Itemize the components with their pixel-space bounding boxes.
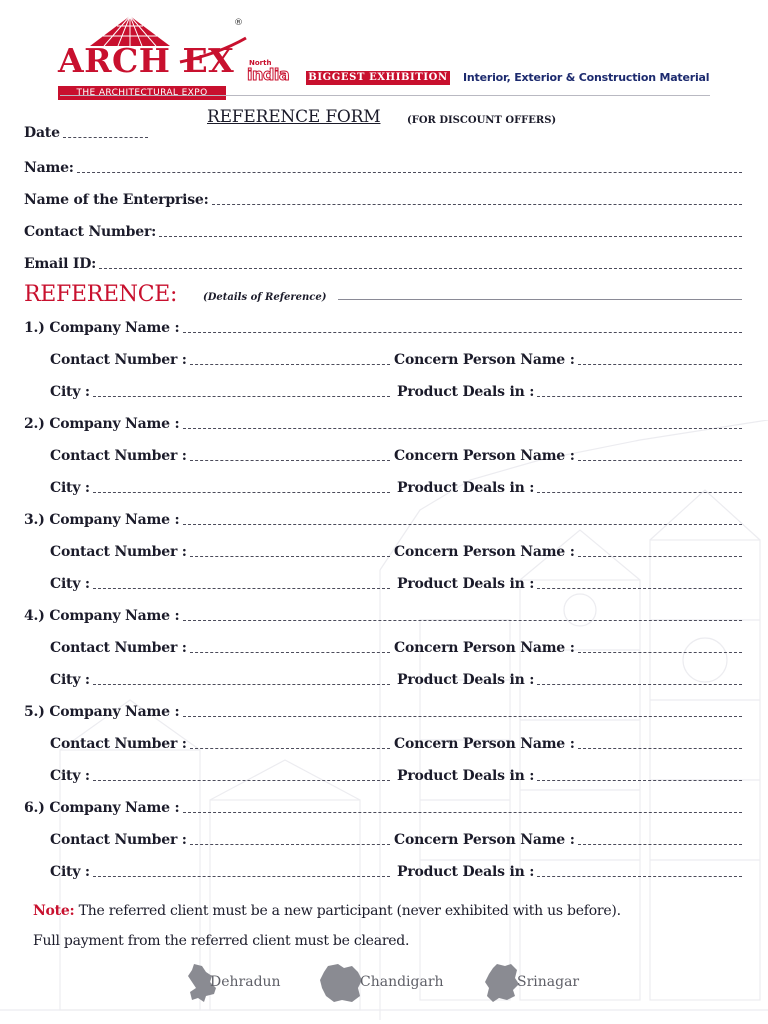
reference-1-product-input-line[interactable]	[537, 396, 742, 397]
reference-1-contact-label: Contact Number :	[50, 352, 187, 368]
reference-1-company-field[interactable]	[24, 315, 742, 337]
reference-3-city-field[interactable]	[50, 571, 390, 593]
reference-5-city-field[interactable]	[50, 763, 390, 785]
reference-3-contact-input-line[interactable]	[190, 556, 390, 557]
contact-label: Contact Number:	[24, 224, 157, 240]
reference-6-concern-input-line[interactable]	[578, 844, 742, 845]
reference-4-company-label: 4.) Company Name :	[24, 608, 180, 624]
reference-3-contact-label: Contact Number :	[50, 544, 187, 560]
form-subtitle: (FOR DISCOUNT OFFERS)	[407, 115, 557, 126]
reference-1-concern-input-line[interactable]	[578, 364, 742, 365]
reference-1-company-label: 1.) Company Name :	[24, 320, 180, 336]
reference-4-company-field[interactable]	[24, 603, 742, 625]
reference-5-product-input-line[interactable]	[537, 780, 742, 781]
date-field[interactable]	[24, 120, 148, 142]
reference-5-city-input-line[interactable]	[93, 780, 390, 781]
reference-5-contact-field[interactable]	[50, 731, 390, 753]
reference-6-company-field[interactable]	[24, 795, 742, 817]
biggest-exhibition-banner: BIGGEST EXHIBITION	[306, 71, 450, 85]
reference-2-concern-label: Concern Person Name :	[394, 448, 575, 464]
reference-1-product-label: Product Deals in :	[397, 384, 535, 400]
reference-4-city-input-line[interactable]	[93, 684, 390, 685]
reference-3-company-label: 3.) Company Name :	[24, 512, 180, 528]
reference-5-concern-input-line[interactable]	[578, 748, 742, 749]
reference-1-company-input-line[interactable]	[183, 332, 743, 333]
reference-1-city-input-line[interactable]	[93, 396, 390, 397]
contact-input-line[interactable]	[159, 236, 742, 237]
email-field[interactable]	[24, 251, 742, 273]
reference-heading: REFERENCE:	[24, 282, 178, 307]
reference-2-contact-label: Contact Number :	[50, 448, 187, 464]
reference-5-contact-label: Contact Number :	[50, 736, 187, 752]
reference-4-concern-field[interactable]	[394, 635, 742, 657]
city-dehradun	[186, 962, 296, 1004]
name-field[interactable]	[24, 155, 742, 177]
header-divider	[60, 95, 710, 96]
reference-2-company-input-line[interactable]	[183, 428, 743, 429]
reference-5-concern-label: Concern Person Name :	[394, 736, 575, 752]
form-title: REFERENCE FORM	[207, 107, 381, 127]
reference-6-city-label: City :	[50, 864, 90, 880]
punjab-map-icon	[318, 962, 364, 1004]
materials-tagline: Interior, Exterior & Construction Material	[463, 71, 710, 84]
reference-6-company-label: 6.) Company Name :	[24, 800, 180, 816]
reference-1-city-label: City :	[50, 384, 90, 400]
reference-subheading: (Details of Reference)	[203, 292, 327, 303]
india-label: india	[247, 65, 290, 84]
reference-5-company-input-line[interactable]	[183, 716, 743, 717]
name-input-line[interactable]	[77, 172, 742, 173]
logo-wordmark: ARCH EX	[58, 41, 235, 80]
reference-3-contact-field[interactable]	[50, 539, 390, 561]
reference-4-contact-input-line[interactable]	[190, 652, 390, 653]
contact-field[interactable]	[24, 219, 742, 241]
swoosh-icon	[178, 36, 248, 64]
name-label: Name:	[24, 160, 74, 176]
enterprise-input-line[interactable]	[212, 204, 742, 205]
date-input-line[interactable]	[63, 137, 148, 138]
reference-4-contact-field[interactable]	[50, 635, 390, 657]
reference-1-concern-field[interactable]	[394, 347, 742, 369]
reference-4-company-input-line[interactable]	[183, 620, 743, 621]
registered-mark: ®	[234, 18, 243, 28]
reference-1-contact-input-line[interactable]	[190, 364, 390, 365]
reference-4-product-field[interactable]	[397, 667, 742, 689]
reference-6-product-label: Product Deals in :	[397, 864, 535, 880]
reference-2-contact-field[interactable]	[50, 443, 390, 465]
reference-6-concern-label: Concern Person Name :	[394, 832, 575, 848]
city-name-chandigarh: Chandigarh	[360, 974, 444, 990]
north-label: North	[249, 59, 272, 67]
reference-1-contact-field[interactable]	[50, 347, 390, 369]
reference-6-product-input-line[interactable]	[537, 876, 742, 877]
reference-5-product-label: Product Deals in :	[397, 768, 535, 784]
reference-6-product-field[interactable]	[397, 859, 742, 881]
email-input-line[interactable]	[99, 268, 742, 269]
reference-2-product-field[interactable]	[397, 475, 742, 497]
kashmir-map-icon	[483, 962, 521, 1004]
reference-3-concern-input-line[interactable]	[578, 556, 742, 557]
reference-2-company-field[interactable]	[24, 411, 742, 433]
reference-2-concern-input-line[interactable]	[578, 460, 742, 461]
reference-1-concern-label: Concern Person Name :	[394, 352, 575, 368]
reference-4-concern-label: Concern Person Name :	[394, 640, 575, 656]
reference-3-city-input-line[interactable]	[93, 588, 390, 589]
reference-3-product-field[interactable]	[397, 571, 742, 593]
reference-6-concern-field[interactable]	[394, 827, 742, 849]
reference-6-city-field[interactable]	[50, 859, 390, 881]
note-text-1: The referred client must be a new participant (never exhibited with us before).	[74, 903, 621, 919]
reference-4-concern-input-line[interactable]	[578, 652, 742, 653]
reference-2-product-input-line[interactable]	[537, 492, 742, 493]
reference-4-product-label: Product Deals in :	[397, 672, 535, 688]
reference-5-city-label: City :	[50, 768, 90, 784]
reference-2-company-label: 2.) Company Name :	[24, 416, 180, 432]
north-india-logo	[245, 61, 307, 83]
logo-tagline: THE ARCHITECTURAL EXPO	[58, 86, 226, 100]
city-chandigarh	[318, 962, 458, 1004]
reference-5-company-field[interactable]	[24, 699, 742, 721]
reference-divider	[338, 299, 742, 300]
reference-3-product-label: Product Deals in :	[397, 576, 535, 592]
reference-2-city-input-line[interactable]	[93, 492, 390, 493]
reference-3-city-label: City :	[50, 576, 90, 592]
reference-5-contact-input-line[interactable]	[190, 748, 390, 749]
reference-2-concern-field[interactable]	[394, 443, 742, 465]
reference-3-company-field[interactable]	[24, 507, 742, 529]
archex-logo	[58, 16, 248, 98]
reference-4-product-input-line[interactable]	[537, 684, 742, 685]
reference-4-city-label: City :	[50, 672, 90, 688]
date-label: Date	[24, 125, 60, 141]
reference-2-contact-input-line[interactable]	[190, 460, 390, 461]
reference-3-company-input-line[interactable]	[183, 524, 743, 525]
reference-4-contact-label: Contact Number :	[50, 640, 187, 656]
reference-2-city-label: City :	[50, 480, 90, 496]
reference-2-city-field[interactable]	[50, 475, 390, 497]
reference-5-product-field[interactable]	[397, 763, 742, 785]
city-srinagar	[483, 962, 593, 1004]
note-label: Note:	[33, 903, 75, 919]
reference-2-product-label: Product Deals in :	[397, 480, 535, 496]
note-line-1	[33, 903, 621, 919]
reference-3-product-input-line[interactable]	[537, 588, 742, 589]
enterprise-label: Name of the Enterprise:	[24, 192, 209, 208]
reference-3-concern-label: Concern Person Name :	[394, 544, 575, 560]
reference-6-contact-field[interactable]	[50, 827, 390, 849]
reference-6-city-input-line[interactable]	[93, 876, 390, 877]
reference-1-product-field[interactable]	[397, 379, 742, 401]
email-label: Email ID:	[24, 256, 97, 272]
city-name-srinagar: Srinagar	[517, 974, 580, 990]
reference-6-company-input-line[interactable]	[183, 812, 743, 813]
note-line-2: Full payment from the referred client must be cleared.	[33, 933, 410, 949]
city-name-dehradun: Dehradun	[210, 974, 281, 990]
reference-3-concern-field[interactable]	[394, 539, 742, 561]
reference-5-company-label: 5.) Company Name :	[24, 704, 180, 720]
reference-1-city-field[interactable]	[50, 379, 390, 401]
reference-6-contact-input-line[interactable]	[190, 844, 390, 845]
enterprise-field[interactable]	[24, 187, 742, 209]
reference-4-city-field[interactable]	[50, 667, 390, 689]
reference-5-concern-field[interactable]	[394, 731, 742, 753]
reference-6-contact-label: Contact Number :	[50, 832, 187, 848]
